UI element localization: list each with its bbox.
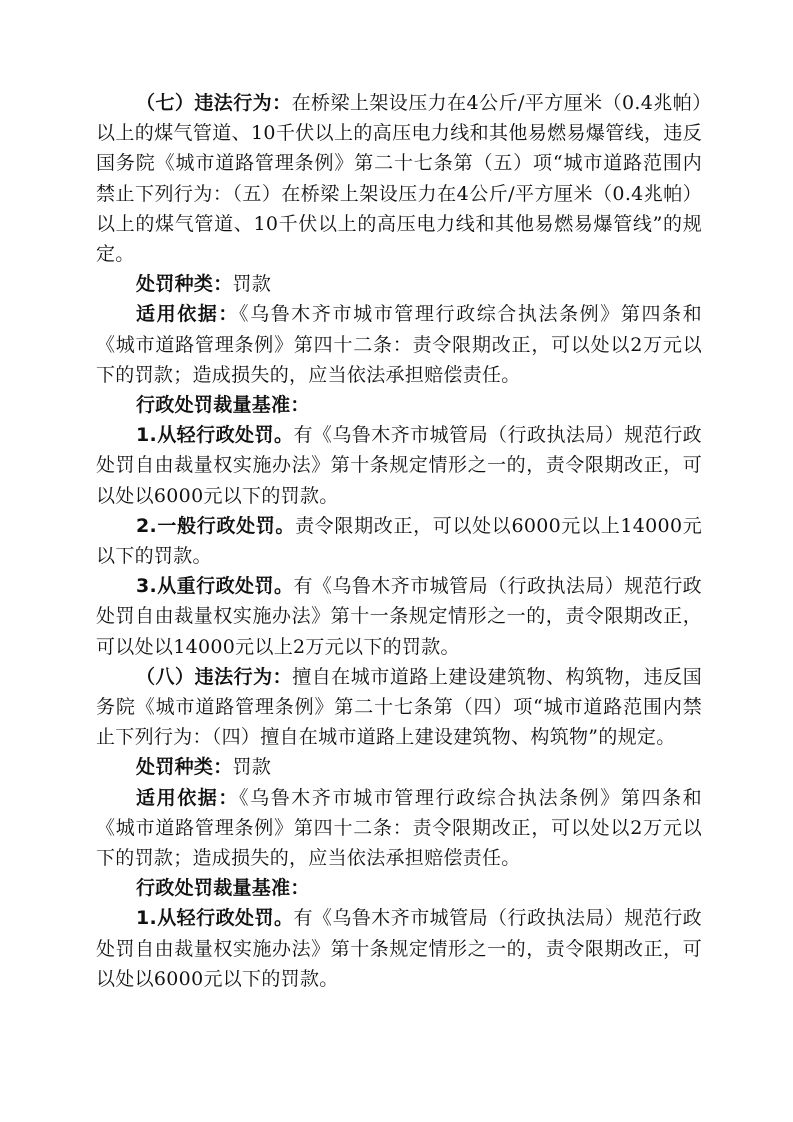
standard-heading-8: 行政处罚裁量基准： bbox=[136, 877, 310, 900]
level-text: 有《乌鲁木齐市城管局（行政执法局）规范行政处罚自由裁量权实施办法》第十条规定情形之一的，责令限期改正，可以处以6000元以下的罚款。 bbox=[96, 907, 702, 990]
standard-heading-7: 行政处罚裁量基准： bbox=[136, 394, 310, 417]
level-label: 1.从轻行政处罚。 bbox=[136, 907, 294, 930]
penalty-type-paragraph-7 bbox=[96, 269, 702, 299]
level-paragraph-7-2 bbox=[96, 511, 702, 571]
violation-label: （八）违法行为： bbox=[136, 665, 293, 688]
violation-paragraph-7 bbox=[96, 88, 702, 269]
violation-paragraph-8 bbox=[96, 662, 702, 753]
level-text: 有《乌鲁木齐市城管局（行政执法局）规范行政处罚自由裁量权实施办法》第十条规定情形之一的，责令限期改正，可以处以6000元以下的罚款。 bbox=[96, 424, 702, 507]
penalty-type-label: 处罚种类： bbox=[136, 273, 233, 296]
penalty-type-text: 罚款 bbox=[232, 273, 272, 296]
penalty-type-label: 处罚种类： bbox=[136, 756, 233, 779]
level-text: 有《乌鲁木齐市城管局（行政执法局）规范行政处罚自由裁量权实施办法》第十一条规定情形之一的，责令限期改正，可以处以14000元以上2万元以下的罚款。 bbox=[96, 575, 702, 658]
level-paragraph-7-3 bbox=[96, 571, 702, 662]
level-paragraph-8-1 bbox=[96, 903, 702, 994]
level-text: 责令限期改正，可以处以6000元以上14000元以下的罚款。 bbox=[96, 514, 702, 568]
violation-text: 在桥梁上架设压力在4公斤/平方厘米（0.4兆帕）以上的煤气管道、10千伏以上的高压电力线和其他易燃易爆管线，违反国务院《城市道路管理条例》第二十七条第（五）项“城市道路范围内禁止下列行为：（五）在桥梁上架设压力在4公斤/平方厘米（0.4兆帕）以上的煤气管道、10千伏以上的高压电力线和其他易燃易爆管线”的规定。 bbox=[96, 92, 702, 266]
document-page bbox=[96, 88, 702, 994]
penalty-type-paragraph-8 bbox=[96, 752, 702, 782]
level-label: 3.从重行政处罚。 bbox=[136, 575, 294, 598]
basis-label: 适用依据： bbox=[136, 786, 239, 809]
level-paragraph-7-1 bbox=[96, 420, 702, 511]
violation-text: 擅自在城市道路上建设建筑物、构筑物，违反国务院《城市道路管理条例》第二十七条第（四）项“城市道路范围内禁止下列行为：（四）擅自在城市道路上建设建筑物、构筑物”的规定。 bbox=[96, 665, 702, 749]
basis-text: 《乌鲁木齐市城市管理行政综合执法条例》第四条和《城市道路管理条例》第四十二条：责令限期改正，可以处以2万元以下的罚款；造成损失的，应当依法承担赔偿责任。 bbox=[96, 303, 702, 386]
level-label: 2.一般行政处罚。 bbox=[136, 514, 296, 537]
violation-label: （七）违法行为： bbox=[136, 92, 292, 114]
basis-label: 适用依据： bbox=[136, 303, 239, 326]
basis-text: 《乌鲁木齐市城市管理行政综合执法条例》第四条和《城市道路管理条例》第四十二条：责令限期改正，可以处以2万元以下的罚款；造成损失的，应当依法承担赔偿责任。 bbox=[96, 786, 702, 870]
level-label: 1.从轻行政处罚。 bbox=[136, 424, 294, 447]
basis-paragraph-7 bbox=[96, 299, 702, 390]
basis-paragraph-8 bbox=[96, 783, 702, 874]
penalty-type-text: 罚款 bbox=[232, 756, 272, 779]
